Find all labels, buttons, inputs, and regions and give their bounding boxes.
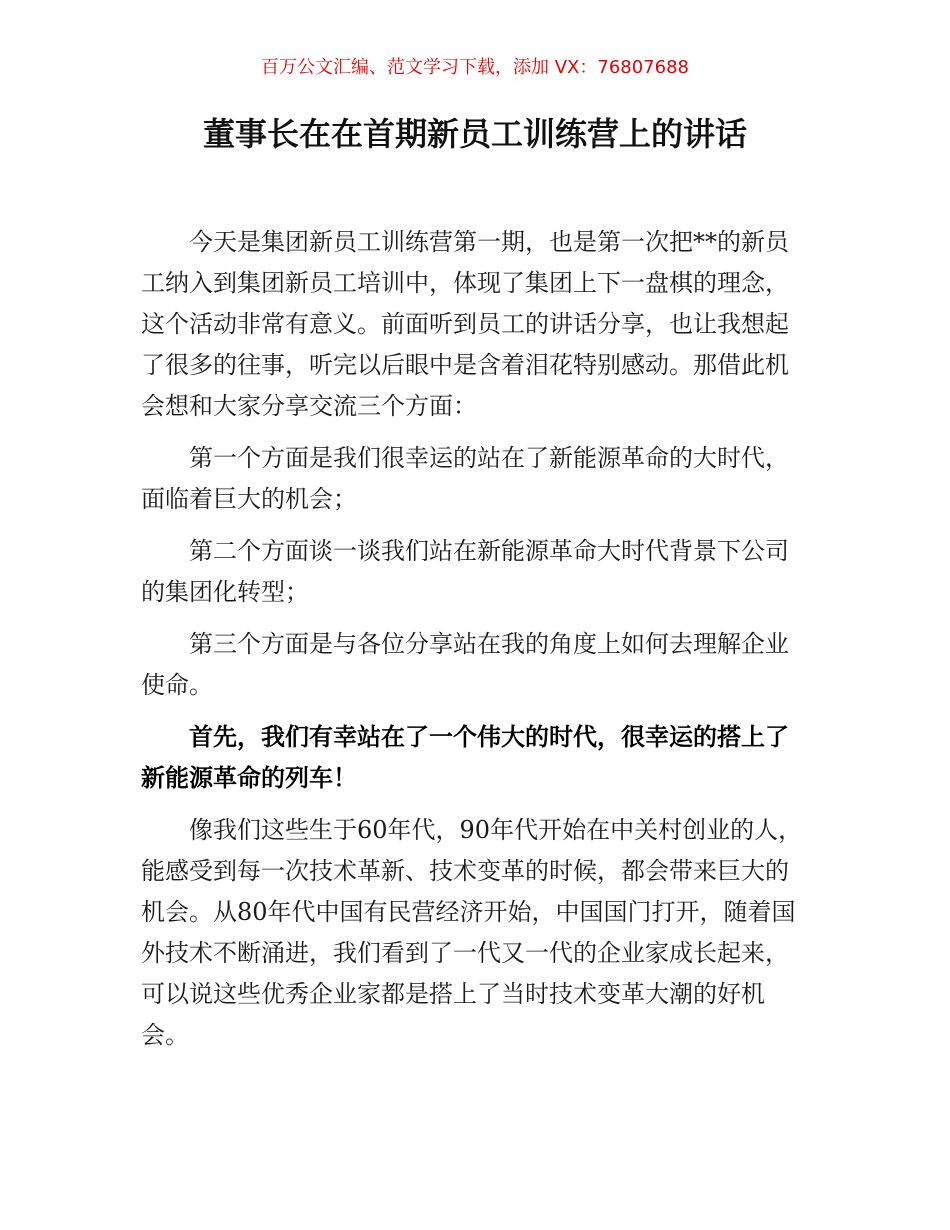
paragraph-body: 像我们这些生于60年代，90年代开始在中关村创业的人，能感受到每一次技术革新、技术变革的时候，都会带来巨大的机会。从80年代中国有民营经济开始，中国国门打开，随着国外技术不断涌进，我们看到了一代又一代的企业家成长起来，可以说这些优秀企业家都是搭上了当时技术变革大潮的好机会。 [141, 816, 803, 1049]
section-heading: 首先，我们有幸站在了一个伟大的时代，很幸运的搭上了新能源革命的列车！ [141, 723, 789, 792]
paragraph-intro: 今天是集团新员工训练营第一期，也是第一次把**的新员工纳入到集团新员工培训中，体现了集团上下一盘棋的理念，这个活动非常有意义。前面听到员工的讲话分享，也让我想起了很多的往事，听完以后眼中是含着泪花特别感动。那借此机会想和大家分享交流三个方面： [141, 228, 789, 420]
header-notice: 百万公文汇编、范文学习下载，添加 VX：76807688 [261, 57, 689, 78]
paragraph-aspect-two: 第二个方面谈一谈我们站在新能源革命大时代背景下公司的集团化转型； [141, 537, 789, 606]
page-title: 董事长在在首期新员工训练营上的讲话 [202, 115, 747, 153]
paragraph-aspect-one: 第一个方面是我们很幸运的站在了新能源革命的大时代，面临着巨大的机会； [141, 444, 789, 513]
paragraph-aspect-three: 第三个方面是与各位分享站在我的角度上如何去理解企业使命。 [141, 630, 789, 699]
document-body [141, 222, 811, 1067]
